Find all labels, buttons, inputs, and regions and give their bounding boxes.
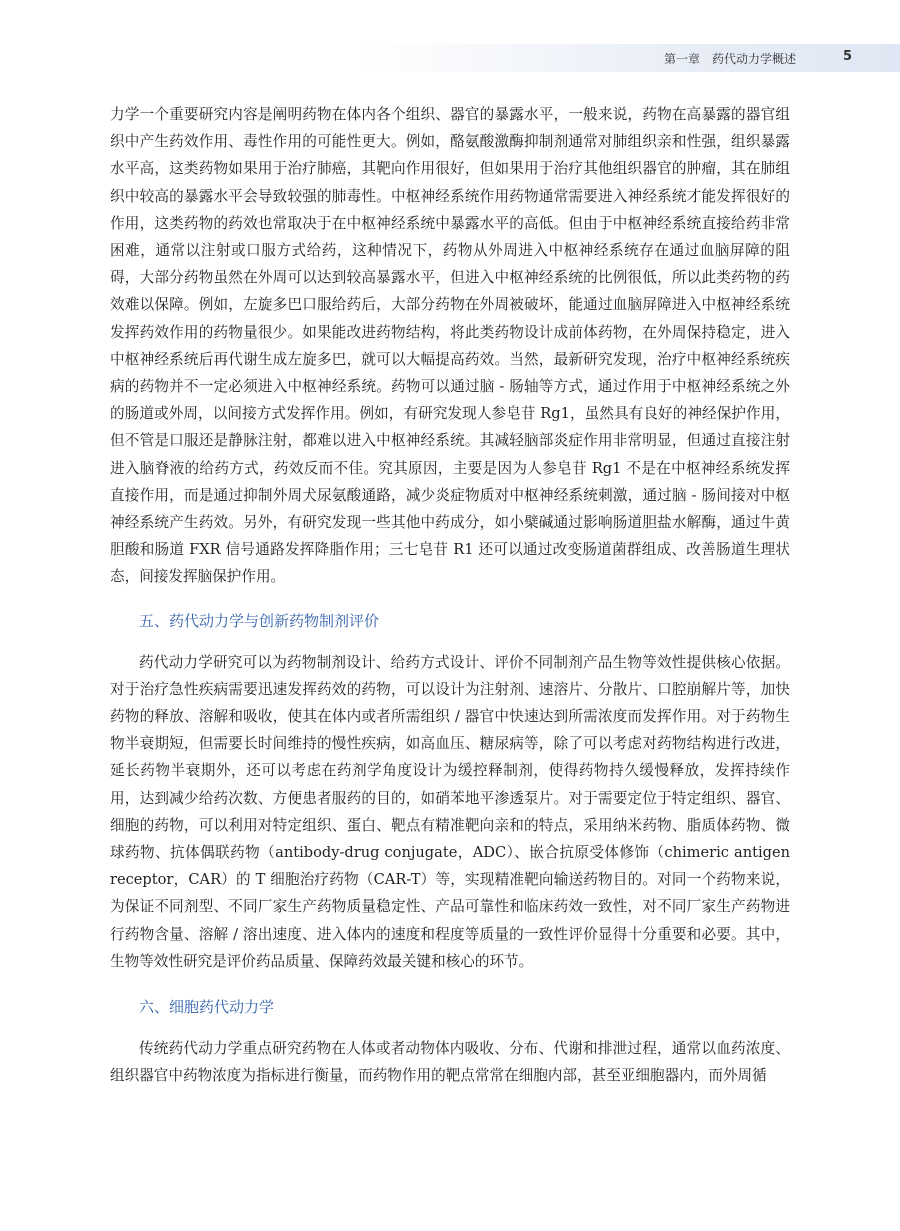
section-heading-6: 六、细胞药代动力学 bbox=[139, 998, 275, 1017]
body-paragraph-2: 药代动力学研究可以为药物制剂设计、给药方式设计、评价不同制剂产品生物等效性提供核心依据。对于治疗急性疾病需要迅速发挥药效的药物，可以设计为注射剂、速溶片、分散片、口腔崩解片等，加快药物的释放、溶解和吸收，使其在体内或者所需组织 / 器官中快速达到所需浓度而发挥作用。对于药物生物半衰期短，但需要长时间维持的慢性疾病，如高血压、糖尿病等，除了可以考虑对药物结构进行改进，延长药物半衰期外，还可以考虑在药剂学角度设计为缓控释制剂，使得药物持久缓慢释放，发挥持续作用，达到减少给药次数、方便患者服药的目的，如硝苯地平渗透泵片。对于需要定位于特定组织、器官、细胞的药物，可以利用对特定组织、蛋白、靶点有精准靶向亲和的特点，采用纳米药物、脂质体药物、微球药物、抗体偶联药物（antibody-drug conjugate，ADC）、嵌合抗原受体修饰（chimeric antigen receptor，CAR）的 T 细胞治疗药物（CAR-T）等，实现精准靶向输送药物目的。对同一个药物来说，为保证不同剂型、不同厂家生产药物质量稳定性、产品可靠性和临床药效一致性，对不同厂家生产药物进行药物含量、溶解 / 溶出速度、进入体内的速度和程度等质量的一致性评价显得十分重要和必要。其中，生物等效性研究是评价药品质量、保障药效最关键和核心的环节。 bbox=[110, 653, 790, 970]
chapter-title: 药代动力学概述 bbox=[711, 52, 796, 66]
body-paragraph-1: 力学一个重要研究内容是阐明药物在体内各个组织、器官的暴露水平，一般来说，药物在高暴露的器官组织中产生药效作用、毒性作用的可能性更大。例如，酪氨酸激酶抑制剂通常对肺组织亲和性强，组织暴露水平高，这类药物如果用于治疗肺癌，其靶向作用很好，但如果用于治疗其他组织器官的肿瘤，其在肺组织中较高的暴露水平会导致较强的肺毒性。中枢神经系统作用药物通常需要进入神经系统才能发挥很好的作用，这类药物的药效也常取决于在中枢神经系统中暴露水平的高低。但由于中枢神经系统直接给药非常困难，通常以注射或口服方式给药，这种情况下，药物从外周进入中枢神经系统存在通过血脑屏障的阻碍，大部分药物虽然在外周可以达到较高暴露水平，但进入中枢神经系统的比例很低，所以此类药物的药效难以保障。例如，左旋多巴口服给药后，大部分药物在外周被破坏，能通过血脑屏障进入中枢神经系统发挥药效作用的药物量很少。如果能改进药物结构，将此类药物设计成前体药物，在外周保持稳定，进入中枢神经系统后再代谢生成左旋多巴，就可以大幅提高药效。当然，最新研究发现，治疗中枢神经系统疾病的药物并不一定必须进入中枢神经系统。药物可以通过脑 - 肠轴等方式，通过作用于中枢神经系统之外的肠道或外周，以间接方式发挥作用。例如，有研究发现人参皂苷 Rg1，虽然具有良好的神经保护作用，但不管是口服还是静脉注射，都难以进入中枢神经系统。其减轻脑部炎症作用非常明显，但通过直接注射进入脑脊液的给药方式，药效反而不佳。究其原因，主要是因为人参皂苷 Rg1 不是在中枢神经系统发挥直接作用，而是通过抑制外周犬尿氨酸通路，减少炎症物质对中枢神经系统刺激，通过脑 - 肠间接对中枢神经系统产生药效。另外，有研究发现一些其他中药成分，如小檗碱通过影响肠道胆盐水解酶，通过牛黄胆酸和肠道 FXR 信号通路发挥降脂作用；三七皂苷 R1 还可以通过改变肠道菌群组成、改善肠道生理状态，间接发挥脑保护作用。 bbox=[110, 106, 790, 586]
running-header bbox=[664, 50, 796, 67]
chapter-label: 第一章 bbox=[663, 52, 700, 66]
body-paragraph-3: 传统药代动力学重点研究药物在人体或者动物体内吸收、分布、代谢和排泄过程，通常以血药浓度、组织器官中药物浓度为指标进行衡量，而药物作用的靶点常常在细胞内部，甚至亚细胞器内，而外周循 bbox=[110, 1040, 790, 1085]
section-heading-5: 五、药代动力学与创新药物制剂评价 bbox=[139, 611, 380, 630]
page-body bbox=[110, 101, 790, 1090]
page-number: 5 bbox=[842, 49, 852, 64]
